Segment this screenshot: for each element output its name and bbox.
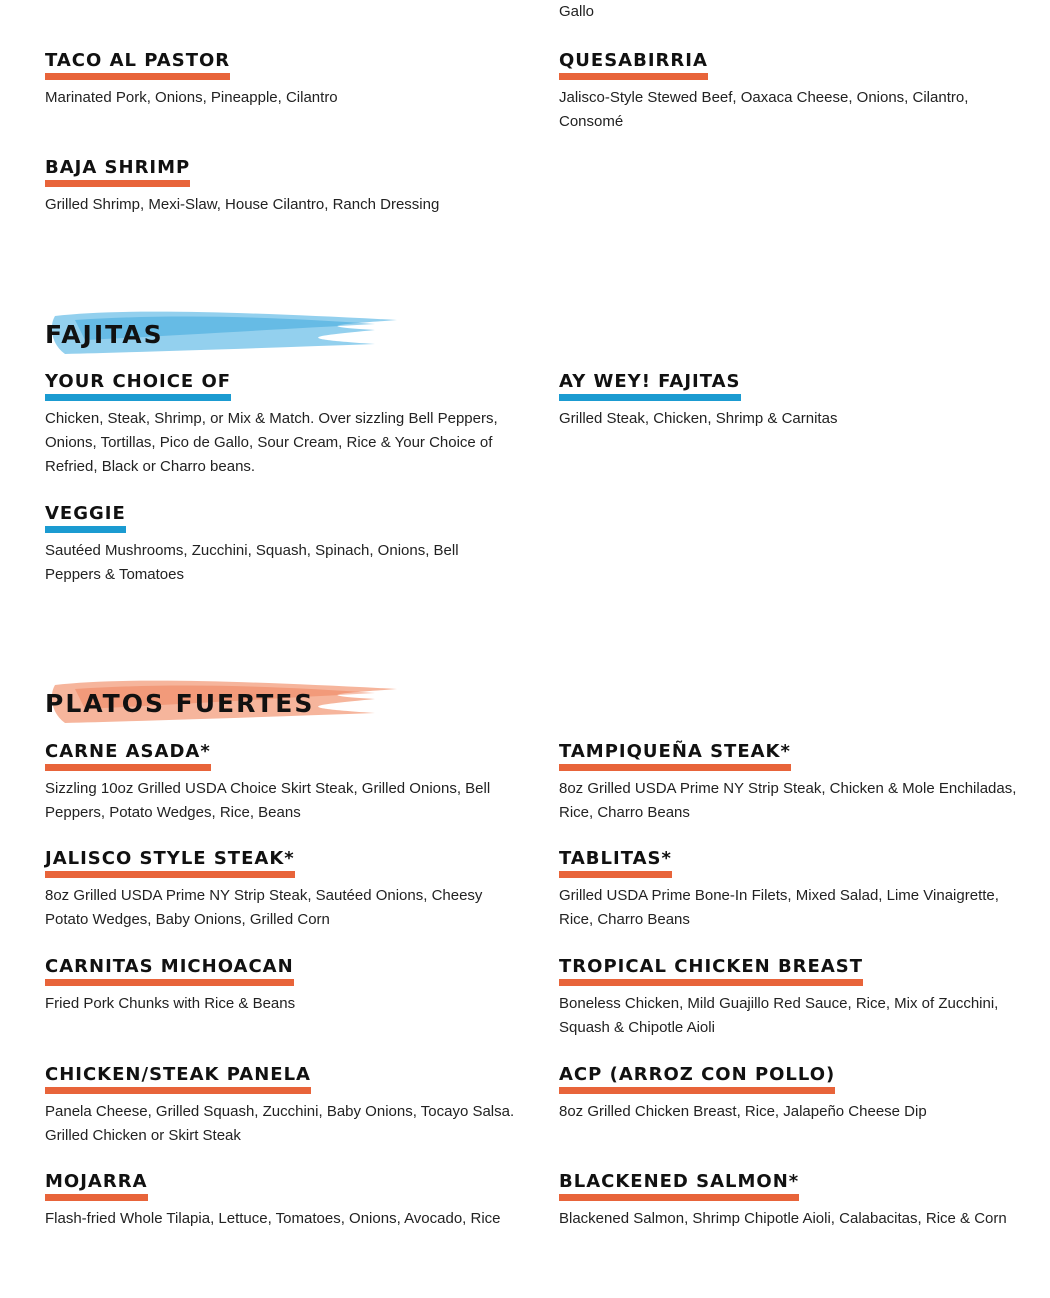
menu-item-description: Panela Cheese, Grilled Squash, Zucchini, Baby Onions, Tocayo Salsa. Grilled Chicken or Skirt Steak: [45, 1103, 515, 1144]
menu-item-quesabirria: [559, 50, 1029, 134]
menu-item-title: MOJARRA: [45, 1171, 148, 1201]
menu-item-jalisco-style-steak: [45, 848, 515, 932]
menu-item-title: AY WEY! FAJITAS: [559, 371, 741, 401]
menu-item-description: Grilled Steak, Chicken, Shrimp & Carnitas: [559, 410, 838, 427]
section-title: PLATOS FUERTES: [45, 689, 315, 718]
menu-item-title: CARNE ASADA*: [45, 741, 211, 771]
menu-item-carne-asada: [45, 741, 515, 825]
menu-item-description: Marinated Pork, Onions, Pineapple, Cilantro: [45, 89, 338, 106]
menu-item-title: YOUR CHOICE OF: [45, 371, 231, 401]
menu-item-description: Flash-fried Whole Tilapia, Lettuce, Tomatoes, Onions, Avocado, Rice: [45, 1210, 501, 1227]
previous-item-continuation: Gallo: [559, 3, 595, 20]
menu-item-title: QUESABIRRIA: [559, 50, 708, 80]
menu-item-title: TABLITAS*: [559, 848, 672, 878]
menu-item-veggie: [45, 503, 515, 587]
menu-item-description: 8oz Grilled Chicken Breast, Rice, Jalapeño Cheese Dip: [559, 1103, 927, 1120]
section-title: FAJITAS: [45, 320, 164, 349]
menu-item-title: TROPICAL CHICKEN BREAST: [559, 956, 863, 986]
menu-item-baja-shrimp: [45, 157, 515, 217]
menu-item-mojarra: [45, 1171, 515, 1231]
menu-item-carnitas-michoacan: [45, 956, 515, 1016]
menu-item-description: Chicken, Steak, Shrimp, or Mix & Match. Over sizzling Bell Peppers, Onions, Tortillas, Pico de Gallo, Sour Cream, Rice & Your Choice of Refried, Black or Charro beans.: [45, 410, 498, 475]
menu-item-title: BLACKENED SALMON*: [559, 1171, 799, 1201]
section-header-fajitas: [45, 306, 425, 362]
menu-item-description: 8oz Grilled USDA Prime NY Strip Steak, Chicken & Mole Enchiladas, Rice, Charro Beans: [559, 780, 1017, 821]
menu-item-chicken-steak-panela: [45, 1064, 515, 1148]
menu-item-description: Sizzling 10oz Grilled USDA Choice Skirt Steak, Grilled Onions, Bell Peppers, Potato Wedges, Rice, Beans: [45, 780, 491, 821]
menu-item-taco-al-pastor: [45, 50, 515, 110]
menu-item-tropical-chicken-breast: [559, 956, 1029, 1040]
menu-item-title: TACO AL PASTOR: [45, 50, 230, 80]
menu-item-title: CARNITAS MICHOACAN: [45, 956, 294, 986]
menu-item-acp-arroz-con-pollo: [559, 1064, 1029, 1124]
menu-item-description: Blackened Salmon, Shrimp Chipotle Aioli, Calabacitas, Rice & Corn: [559, 1210, 1007, 1227]
menu-item-description: Grilled USDA Prime Bone-In Filets, Mixed Salad, Lime Vinaigrette, Rice, Charro Beans: [559, 887, 999, 928]
menu-item-title: BAJA SHRIMP: [45, 157, 190, 187]
menu-item-description: 8oz Grilled USDA Prime NY Strip Steak, Sautéed Onions, Cheesy Potato Wedges, Baby Onions, Grilled Corn: [45, 887, 483, 928]
menu-item-description: Jalisco-Style Stewed Beef, Oaxaca Cheese, Onions, Cilantro, Consomé: [559, 89, 969, 130]
menu-item-ay-wey-fajitas: [559, 371, 1029, 431]
menu-item-title: ACP (ARROZ CON POLLO): [559, 1064, 835, 1094]
menu-item-blackened-salmon: [559, 1171, 1029, 1231]
menu-item-description: Grilled Shrimp, Mexi-Slaw, House Cilantro, Ranch Dressing: [45, 196, 440, 213]
menu-item-tablitas: [559, 848, 1029, 932]
menu-item-title: TAMPIQUEÑA STEAK*: [559, 741, 791, 771]
section-header-platos-fuertes: [45, 675, 425, 731]
menu-item-title: VEGGIE: [45, 503, 126, 533]
menu-item-description: Sautéed Mushrooms, Zucchini, Squash, Spinach, Onions, Bell Peppers & Tomatoes: [45, 542, 459, 583]
menu-item-title: JALISCO STYLE STEAK*: [45, 848, 295, 878]
menu-item-your-choice-of: [45, 371, 515, 479]
menu-item-description: Fried Pork Chunks with Rice & Beans: [45, 995, 296, 1012]
menu-item-description: Boneless Chicken, Mild Guajillo Red Sauce, Rice, Mix of Zucchini, Squash & Chipotle Aioli: [559, 995, 999, 1036]
menu-item-title: CHICKEN/STEAK PANELA: [45, 1064, 311, 1094]
menu-item-tampiquena-steak: [559, 741, 1029, 825]
